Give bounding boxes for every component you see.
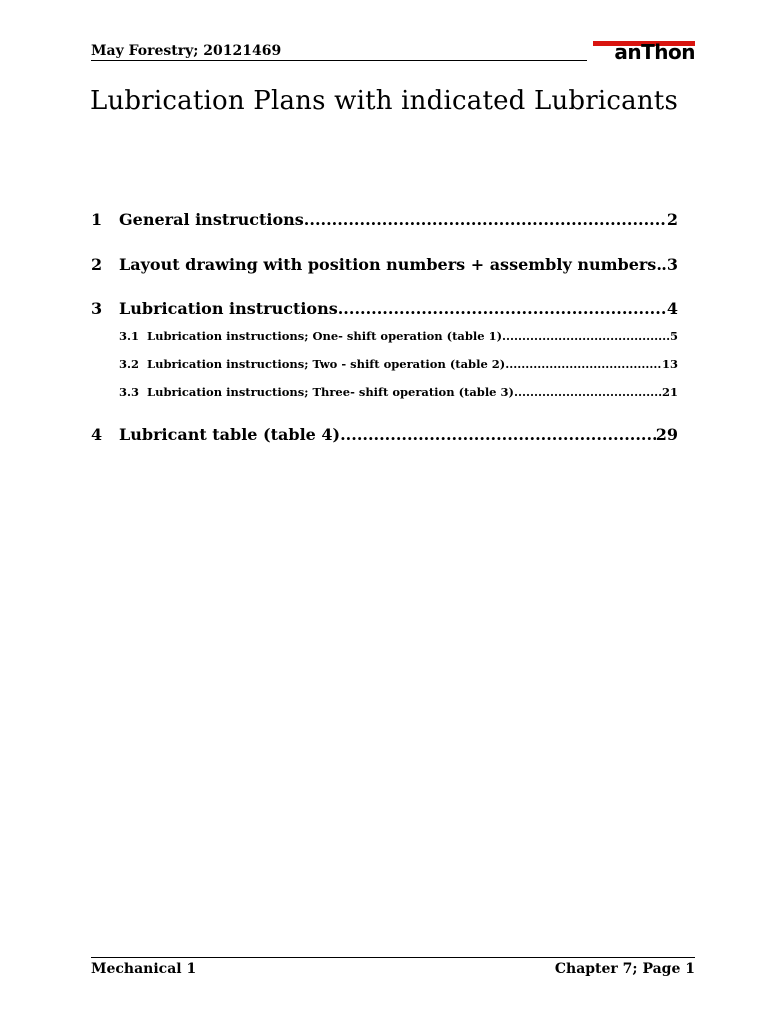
header-document-id: May Forestry; 20121469 xyxy=(91,43,282,59)
toc-entry-number: 1 xyxy=(91,210,103,229)
toc-leader-dots xyxy=(304,210,667,229)
toc-entry-page: 29 xyxy=(655,425,678,444)
toc-leader-dots xyxy=(502,329,670,343)
footer-section: Mechanical 1 xyxy=(91,961,197,977)
toc-entry-number: 3.3 xyxy=(119,385,140,399)
toc-entry-page: 21 xyxy=(661,385,678,399)
page-footer xyxy=(91,957,695,977)
toc-entry-text: General instructions xyxy=(119,210,304,229)
toc-entry-number: 3.2 xyxy=(119,357,140,371)
toc-entry-number: 2 xyxy=(91,255,103,274)
toc-entry-page: 2 xyxy=(666,210,678,229)
toc-entry-text: Lubrication instructions; One- shift operation (table 1) xyxy=(147,329,503,343)
header-rule xyxy=(91,60,587,61)
toc-entry-text: Lubrication instructions; Two - shift operation (table 2) xyxy=(147,357,506,371)
logo-wordmark: anThon xyxy=(614,40,695,64)
toc-entry[interactable] xyxy=(91,255,678,274)
toc-entry-page: 13 xyxy=(661,357,678,371)
toc-entry-text: Lubricant table (table 4) xyxy=(119,425,341,444)
toc-subentry[interactable] xyxy=(119,357,678,371)
toc-entry-number: 3 xyxy=(91,299,103,318)
toc-entry[interactable] xyxy=(91,299,678,318)
footer-rule xyxy=(91,957,695,958)
toc-entry-number: 3.1 xyxy=(119,329,140,343)
page-header xyxy=(91,40,695,64)
toc-leader-dots xyxy=(505,357,662,371)
toc-entry-page: 5 xyxy=(669,329,678,343)
toc-subentry[interactable] xyxy=(119,329,678,343)
company-logo xyxy=(589,40,695,62)
toc-leader-dots xyxy=(514,385,662,399)
toc-entry-page: 4 xyxy=(666,299,678,318)
toc-leader-dots xyxy=(338,299,667,318)
toc-entry-text: Layout drawing with position numbers + assembly numbers xyxy=(119,255,657,274)
toc-subentry[interactable] xyxy=(119,385,678,399)
toc-leader-dots xyxy=(340,425,656,444)
footer-page-number: Chapter 7; Page 1 xyxy=(554,961,695,977)
document-title: Lubrication Plans with indicated Lubricants xyxy=(89,86,678,116)
toc-entry-text: Lubrication instructions xyxy=(119,299,338,318)
toc-entry[interactable] xyxy=(91,210,678,229)
toc-entry-text: Lubrication instructions; Three- shift operation (table 3) xyxy=(147,385,514,399)
toc-entry-page: .3 xyxy=(661,255,678,274)
toc-entry[interactable] xyxy=(91,425,678,444)
toc-entry-number: 4 xyxy=(91,425,103,444)
